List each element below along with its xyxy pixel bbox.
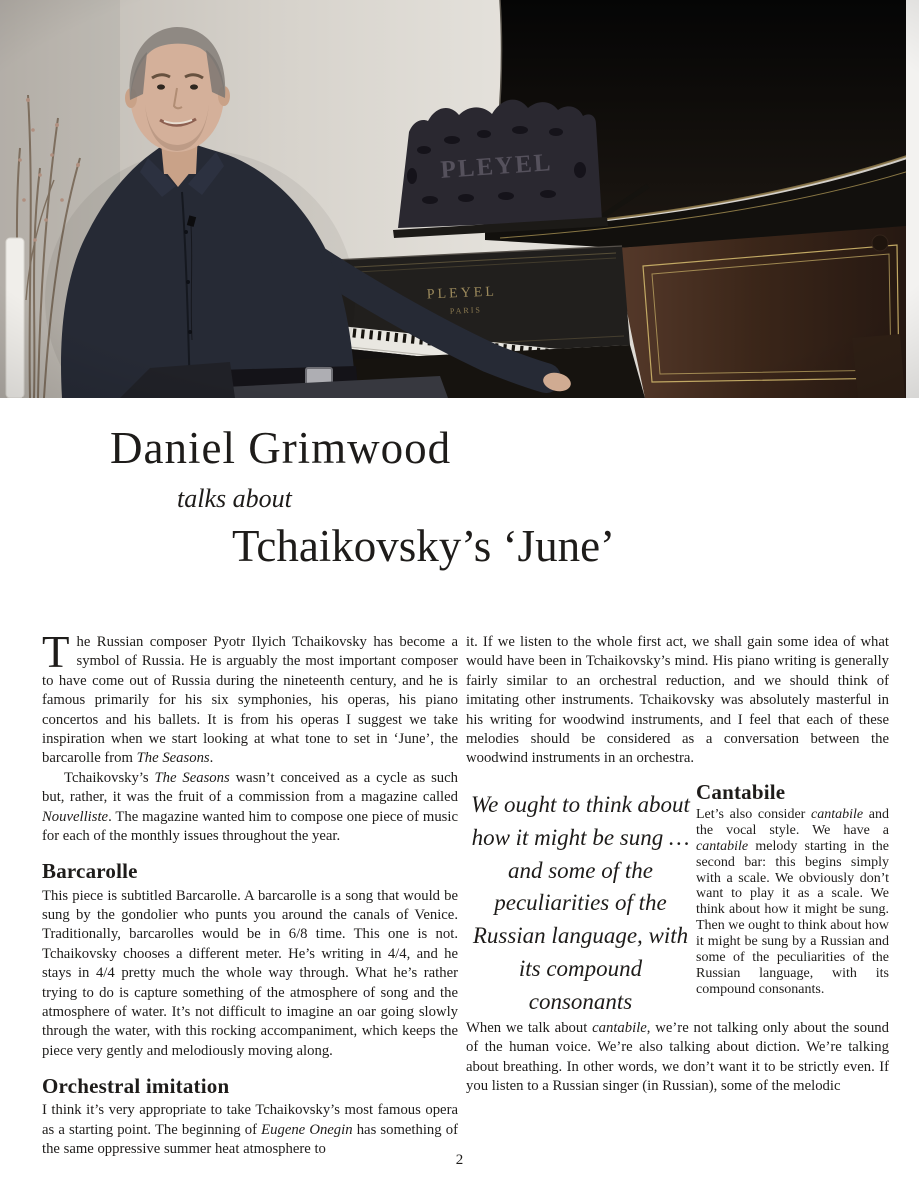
author-name: Daniel Grimwood <box>110 423 452 473</box>
cantabile-paragraph: Let’s also consider cantabile and the vocal style. We have a cantabile melody starting in the second bar: this begins simply with a scale. We obviously don’t want to play it as a scale. We think about how it might be sung. Then we ought to think about how it might be sung by a Russian and some of the peculiarities of the Russian language, with its compound consonants. <box>696 806 889 997</box>
quote-and-cantabile-row <box>466 781 889 1019</box>
commission-paragraph: Tchaikovsky’s The Seasons wasn’t conceived as a cycle as such but, rather, it was the fruit of a commission from a magazine called Nouvelliste. The magazine wanted him to compose one piece of music for each of the monthly issues throughout the year. <box>42 769 459 845</box>
cantabile-continued-paragraph: When we talk about cantabile, we’re not talking only about the sound of the human voice. We’re also talking about diction. We’re talking about breathing. In other words, we don’t want it to be strictly even. If you listen to a Russian singer (in Russian), some of the melodic <box>466 1019 889 1095</box>
page-number: 2 <box>455 1152 464 1168</box>
left-column <box>42 627 459 1160</box>
heading-orchestral-imitation: Orchestral imitation <box>42 1074 230 1099</box>
orchestral-paragraph: I think it’s very appropriate to take Tchaikovsky’s most famous opera as a starting point. The beginning of Eugene Onegin has something of the same oppressive summer heat atmosphere to <box>42 1102 458 1158</box>
intro-paragraph: The Russian composer Pyotr Ilyich Tchaikovsky has become a symbol of Russia. He is arguably the most important composer to have come out of Russia during the nineteenth century, and he is famous primarily for his six symphonies, his operas, his piano concertos and his ballets. It is from his operas I suggest we take inspiration when we start looking at what tone to set in ‘June’, the barcarolle from The Seasons. <box>42 627 458 767</box>
orchestral-continued-paragraph: it. If we listen to the whole first act, we shall gain some idea of what would have been in Tchaikovsky’s mind. His piano writing is generally fairly similar to an orchestral reduction, and we should think of imitating other instruments. Tchaikovsky was absolutely masterful in his writing for woodwind instruments, and I feel that each of these melodies should be considered as a conversation between the woodwind instruments in an orchestra. <box>466 634 889 767</box>
page-title: Tchaikovsky’s ‘June’ <box>232 521 616 571</box>
right-column <box>466 633 889 1097</box>
pull-quote: We ought to think about how it might be sung … and some of the peculiarities of the Russian language, with its compound consonants <box>471 791 690 1015</box>
heading-cantabile: Cantabile <box>696 779 786 804</box>
barcarolle-paragraph: This piece is subtitled Barcarolle. A barcarolle is a song that would be sung by the gondolier who punts you around the canals of Venice. Traditionally, barcarolles would be in 6/8 time. This one is not. Tchaikovsky chooses a different meter. He’s writing in 4/4, and he stays in 4/4 pretty much the whole way through. What he’s rather trying to do is capture something of the atmosphere of song and the atmosphere of water. It’s not difficult to imagine an oar going slowly through the water, with this rocking accompaniment, which keeps the piece very gently and melodiously moving along. <box>42 887 458 1059</box>
hero-photo <box>0 0 919 398</box>
subtitle: talks about <box>177 484 292 513</box>
drop-cap: T <box>42 627 70 677</box>
heading-barcarolle: Barcarolle <box>42 859 138 884</box>
cantabile-column <box>696 781 889 1019</box>
